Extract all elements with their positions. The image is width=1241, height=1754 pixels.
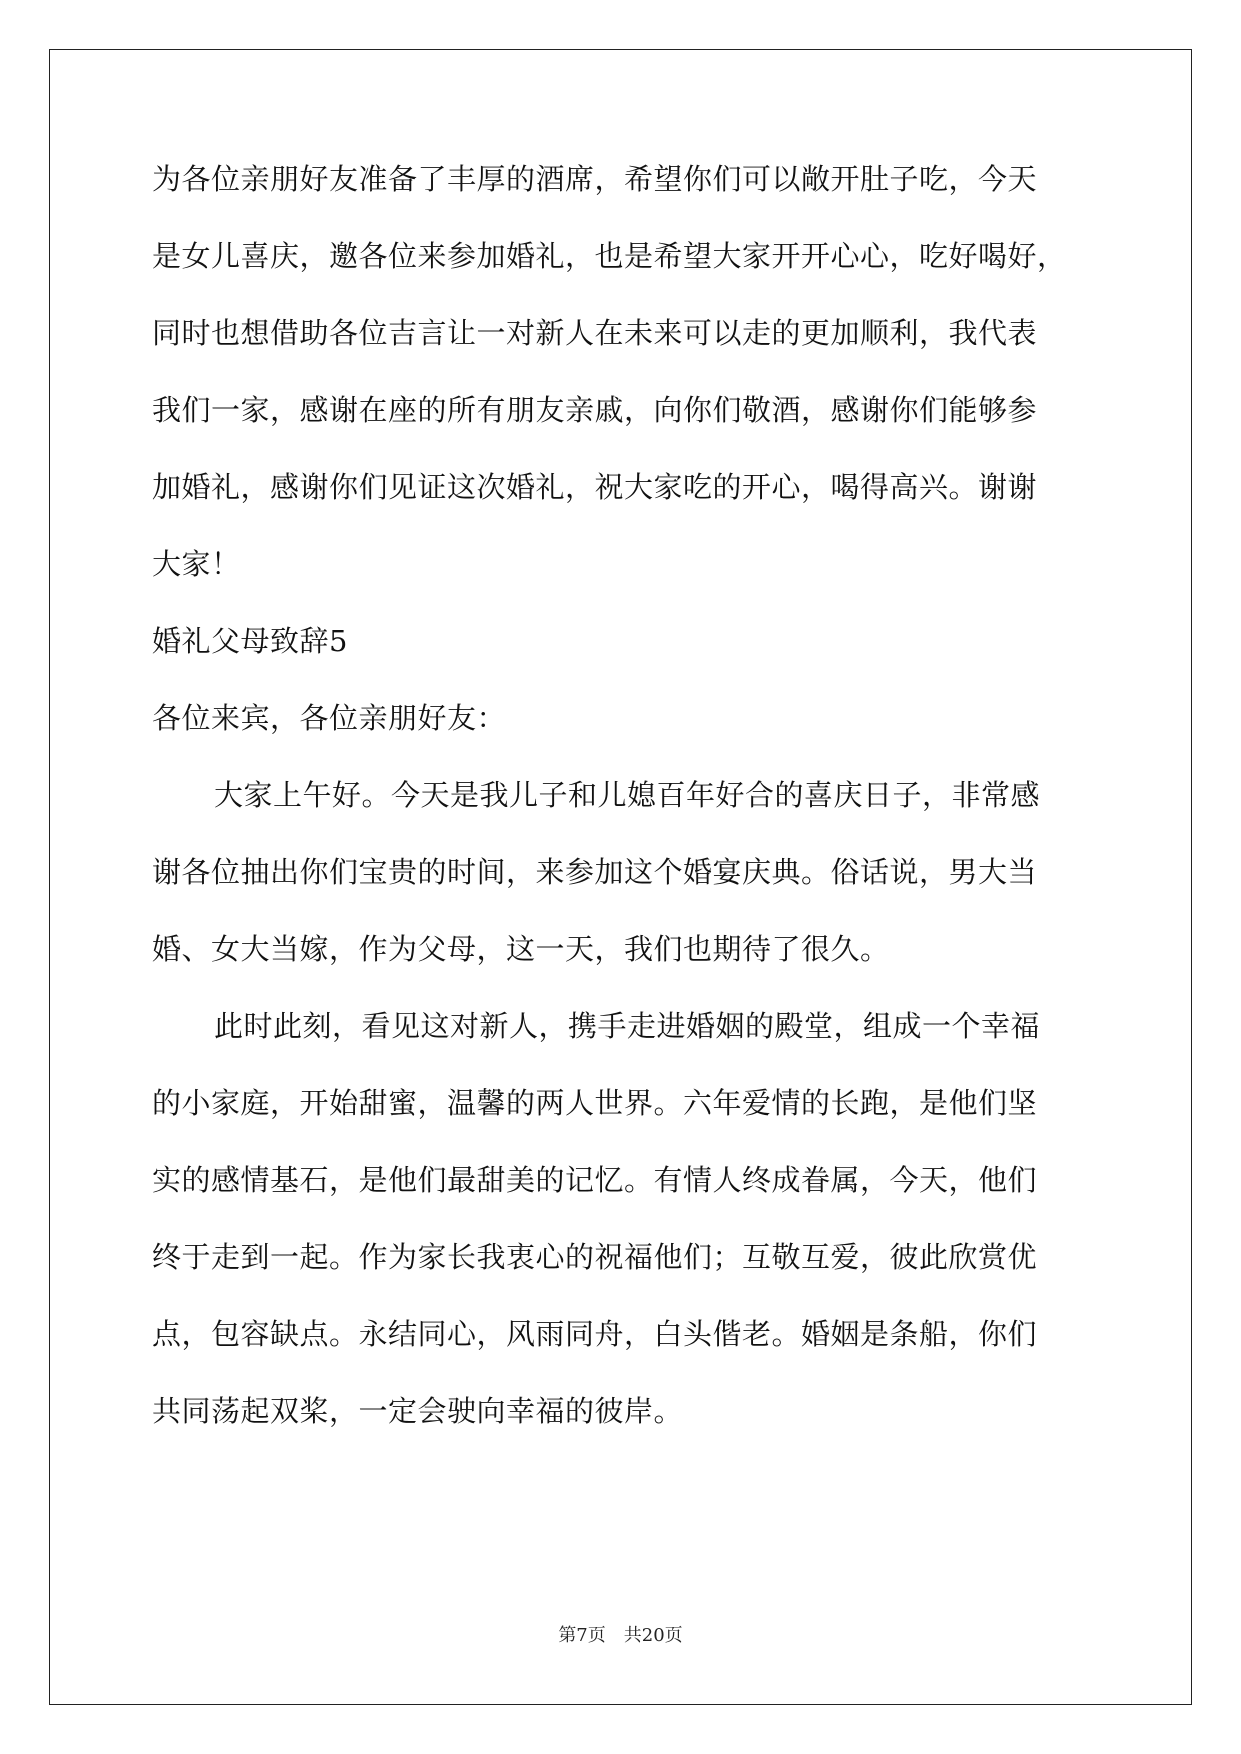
text-line-2: 是女儿喜庆，邀各位来参加婚礼，也是希望大家开开心心，吃好喝好， [152, 239, 1067, 273]
paragraph-2-line-2: 的小家庭，开始甜蜜，温馨的两人世界。六年爱情的长跑，是他们坚 [152, 1086, 1038, 1120]
text-line-1: 为各位亲朋好友准备了丰厚的酒席，希望你们可以敞开肚子吃，今天 [152, 162, 1038, 196]
paragraph-1-line-1: 大家上午好。今天是我儿子和儿媳百年好合的喜庆日子，非常感 [214, 778, 1041, 812]
text-line-4: 我们一家，感谢在座的所有朋友亲戚，向你们敬酒，感谢你们能够参 [152, 393, 1038, 427]
text-line-5: 加婚礼，感谢你们见证这次婚礼，祝大家吃的开心，喝得高兴。谢谢 [152, 470, 1038, 504]
text-line-3: 同时也想借助各位吉言让一对新人在未来可以走的更加顺利，我代表 [152, 316, 1038, 350]
paragraph-2-line-3: 实的感情基石，是他们最甜美的记忆。有情人终成眷属，今天，他们 [152, 1163, 1038, 1197]
page-footer: 第7页 共20页 [558, 1625, 683, 1646]
paragraph-2-line-1: 此时此刻，看见这对新人，携手走进婚姻的殿堂，组成一个幸福 [214, 1009, 1041, 1043]
salutation: 各位来宾，各位亲朋好友： [152, 701, 507, 735]
paragraph-1-line-2: 谢各位抽出你们宝贵的时间，来参加这个婚宴庆典。俗话说，男大当 [152, 855, 1038, 889]
paragraph-2-line-5: 点，包容缺点。永结同心，风雨同舟，白头偕老。婚姻是条船，你们 [152, 1317, 1038, 1351]
paragraph-2-line-4: 终于走到一起。作为家长我衷心的祝福他们；互敬互爱，彼此欣赏优 [152, 1240, 1038, 1274]
paragraph-1-line-3: 婚、女大当嫁，作为父母，这一天，我们也期待了很久。 [152, 932, 890, 966]
section-heading: 婚礼父母致辞5 [152, 624, 348, 658]
text-line-6: 大家！ [152, 547, 241, 581]
paragraph-2-line-6: 共同荡起双桨，一定会驶向幸福的彼岸。 [152, 1394, 684, 1428]
